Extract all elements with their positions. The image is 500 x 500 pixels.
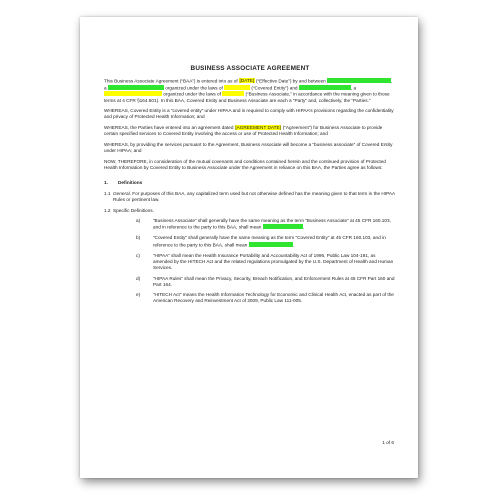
date-placeholder: [DATE] xyxy=(239,78,255,84)
covered-entity-name-blank xyxy=(327,78,391,83)
business-associate-name-blank xyxy=(299,85,351,90)
subsection-1-2: 1.2 Specific Definitions. xyxy=(104,207,154,213)
whereas-paragraph-3: WHEREAS, by providing the services pursuant to the Agreement, Business Associate will become a “business associate” of Covered Entity under HIPAA; and xyxy=(104,141,393,153)
definition-item-c: c) “HIPAA” shall mean the Health Insurance Portability and Accountability Act of 1996, Public Law 104-191, as amended by the HITECH Act and the related regulations promulgated by the U.S. Department of Health and Human Services. xyxy=(136,252,394,270)
document-title: BUSINESS ASSOCIATE AGREEMENT xyxy=(190,65,310,72)
whereas-paragraph-1: WHEREAS, Covered Entity is a “covered entity” under HIPAA and is required to comply with HIPAA’s provisions regarding the confidentiality and privacy of Protected Health Information; and xyxy=(104,108,394,120)
definition-item-e: e) “HITECH Act” means the Health Information Technology for Economic and Clinical Health Act, enacted as part of the American Recovery and Reinvestment Act of 2009, Public Law 111-005. xyxy=(136,292,394,304)
whereas-paragraph-2: WHEREAS, the Parties have entered into an agreement dated [AGREEMENT DATE] (“Agreement”) for Business Associate to provide certain specified services to Covered Entity involving the access or use of Protected Health Information; and xyxy=(104,124,383,137)
agreement-date-placeholder: [AGREEMENT DATE] xyxy=(235,124,281,130)
business-associate-definition-blank xyxy=(263,224,303,229)
document-page xyxy=(80,17,418,478)
definition-item-d: d) “HIPAA Rules” shall mean the Privacy, Security, Breach Notification, and Enforcement Rules at 45 CFR Part 160 and Part 164. xyxy=(136,275,395,287)
section-heading-definitions: 1. Definitions xyxy=(104,179,143,185)
covered-entity-type-blank xyxy=(108,85,164,90)
definition-item-b: b) “Covered Entity” shall generally have the same meaning as the term “Covered Entity” at 45 CFR 160.103, and in reference to the party to this BAA, shall mean . xyxy=(136,235,386,247)
business-associate-type-blank xyxy=(104,91,162,96)
now-therefore-paragraph: NOW, THEREFORE, in consideration of the mutual covenants and conditions contained herein and the continued provision of Protected Health Information by Covered Entity to Business Associate under the Agreement in reliance on this BAA, the Parties agree as follows: xyxy=(104,158,386,170)
intro-paragraph: This Business Associate Agreement (“BAA”) is entered into as of [DATE] (“Effective Date”) by and between , a organized under the laws of (“Covered Entity”) and , a organized under the laws of (“Business Associate,” in accordance with the meaning given to those terms at 4 CFR §164.501). In this BAA, Covered Entity and Business Associate are each a “Party” and, collectively, the “Parties.” xyxy=(104,78,393,103)
covered-entity-definition-blank xyxy=(249,242,293,247)
page-number: 1 of 6 xyxy=(382,439,394,445)
covered-entity-jurisdiction-blank xyxy=(224,85,250,90)
subsection-1-1: 1.1 General. For purposes of this BAA, any capitalized term used but not otherwise defined has the meaning given to that term in the HIPAA Rules or pertinent law. xyxy=(104,190,395,202)
business-associate-jurisdiction-blank xyxy=(222,91,244,96)
definition-item-a: a) “Business Associate” shall generally have the same meaning as the term “Business Associate” at 45 CFR 160.103, and in reference to the party to this BAA, shall mean . xyxy=(136,218,391,230)
